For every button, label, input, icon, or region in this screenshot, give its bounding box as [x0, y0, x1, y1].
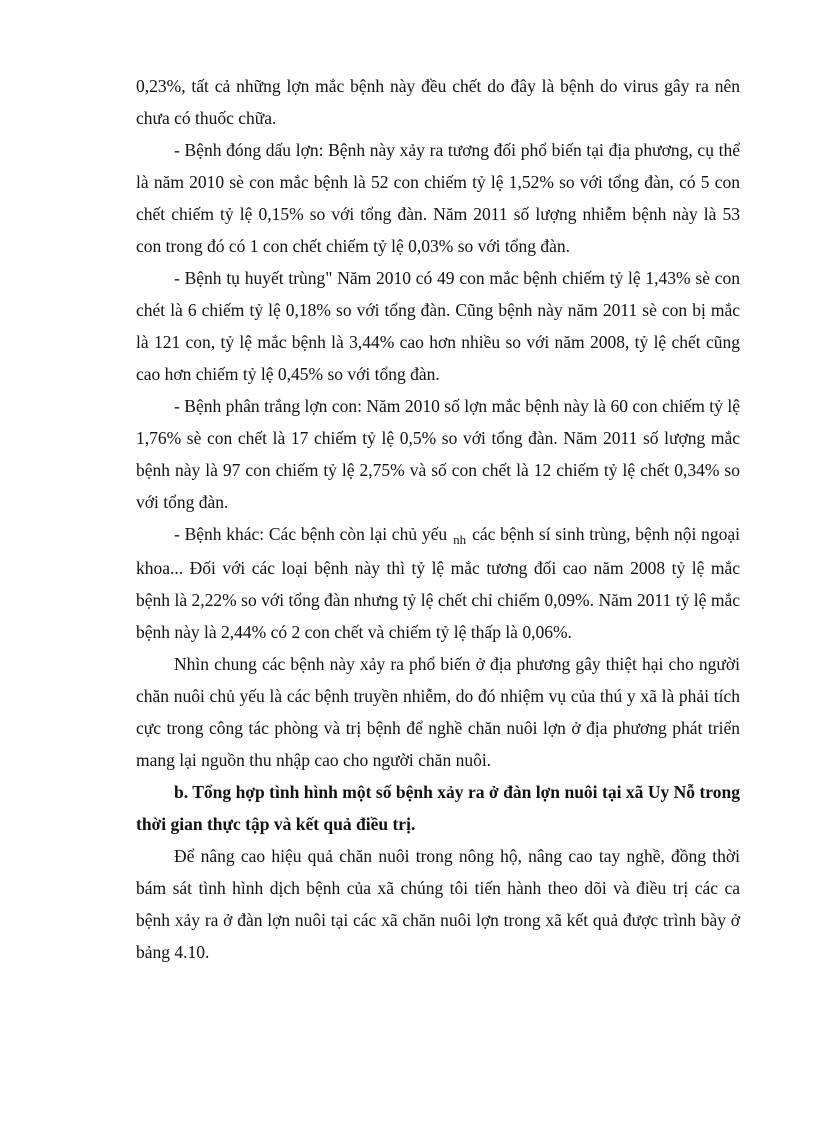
subscript-fragment: nh — [453, 532, 467, 547]
paragraph-dong-dau-lon: - Bệnh đóng dấu lợn: Bệnh này xảy ra tương đối phổ biến tại địa phương, cụ thể là năm 2010 sè con mắc bệnh là 52 con chiếm tỷ lệ 1,52% so với tổng đàn, có 5 con chết chiếm tỷ lệ 0,15% so với tổng đàn. Năm 2011 số lượng nhiễm bệnh này là 53 con trong đó có 1 con chết chiếm tỷ lệ 0,03% so với tổng đàn. — [136, 140, 740, 256]
benh-khac-lead: - Bệnh khác: Các bệnh còn lại chủ yếu — [174, 524, 448, 544]
paragraph-phan-trang-lon-con: - Bệnh phân trắng lợn con: Năm 2010 số lợn mắc bệnh này là 60 con chiếm tỷ lệ 1,76% sè con chết là 17 chiếm tỷ lệ 0,5% so với tổng đàn. Năm 2011 số lượng mắc bệnh này là 97 con chiếm tỷ lệ 2,75% và số con chết là 12 chiếm tỷ lệ chết 0,34% so với tổng đàn. — [136, 396, 740, 512]
paragraph-continuation: 0,23%, tất cả những lợn mắc bệnh này đều chết do đây là bệnh do virus gây ra nên chưa có thuốc chữa. — [136, 76, 740, 128]
paragraph-intro-table: Để nâng cao hiệu quả chăn nuôi trong nông hộ, nâng cao tay nghề, đồng thời bám sát tình hình dịch bệnh của xã chúng tôi tiến hành theo dõi và điều trị các ca bệnh xảy ra ở đàn lợn nuôi tại các xã chăn nuôi lợn trong xã kết quả được trình bày ở bảng 4.10. — [136, 846, 740, 962]
benh-khac-rest: các bệnh sí sinh trùng, bệnh nội ngoại khoa... Đối với các loại bệnh này thì tỷ lệ mắc tương đối cao năm 2008 tỷ lệ mắc bệnh là 2,22% so với tổng đàn nhưng tỷ lệ chết chỉ chiếm 0,09%. Năm 2011 tỷ lệ mắc bệnh này là 2,44% có 2 con chết và chiếm tỷ lệ thấp là 0,06%. — [136, 524, 740, 642]
section-heading-b: b. Tổng hợp tình hình một số bệnh xảy ra ở đàn lợn nuôi tại xã Uy Nỗ trong thời gian thực tập và kết quả điều trị. — [136, 782, 740, 834]
document-page — [136, 70, 740, 968]
paragraph-benh-khac — [136, 518, 740, 648]
paragraph-tu-huyet-trung: - Bệnh tụ huyết trùng" Năm 2010 có 49 con mắc bệnh chiếm tỷ lệ 1,43% sè con chét là 6 chiếm tỷ lệ 0,18% so với tổng đàn. Cũng bệnh này năm 2011 sè con bị mắc là 121 con, tỷ lệ mắc bệnh là 3,44% cao hơn nhiều so với năm 2008, tỷ lệ chết cũng cao hơn chiếm tỷ lệ 0,45% so với tổng đàn. — [136, 268, 740, 384]
paragraph-summary: Nhìn chung các bệnh này xảy ra phổ biến ở địa phương gây thiệt hại cho người chăn nuôi chủ yếu là các bệnh truyền nhiễm, do đó nhiệm vụ của thú y xã là phải tích cực trong công tác phòng và trị bệnh để nghề chăn nuôi lợn ở địa phương phát triển mang lại nguồn thu nhập cao cho người chăn nuôi. — [136, 654, 740, 770]
